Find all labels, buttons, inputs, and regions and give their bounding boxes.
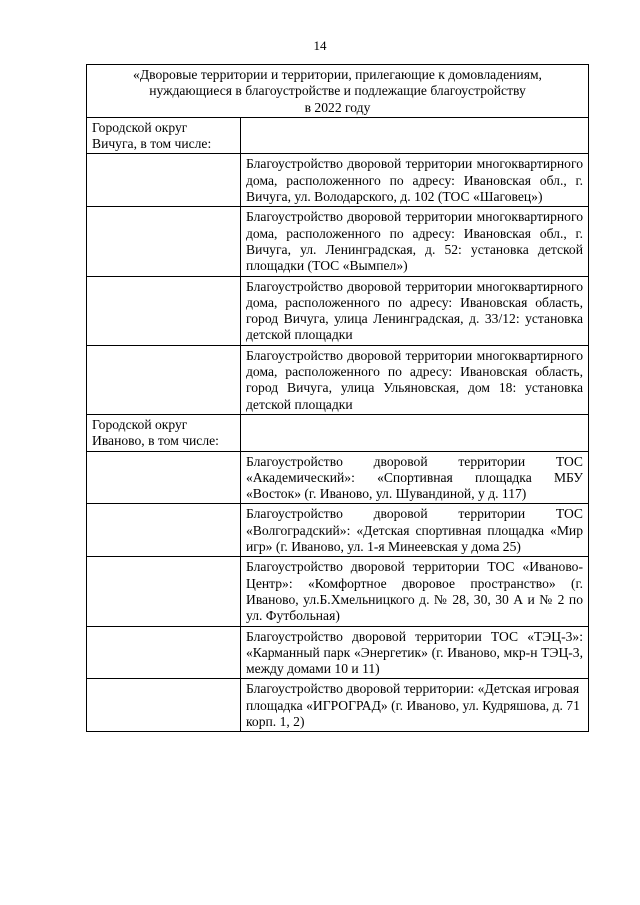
empty-cell (241, 117, 589, 154)
page-number: 14 (313, 38, 327, 53)
improvement-table (86, 64, 589, 732)
row-description: Благоустройство дворовой территории ТОС «Иваново-Центр»: «Комфортное дворовое пространство» (г. Иваново, ул.Б.Хмельницкого д. № 28, 30, 30 А и № 2 по ул. Футбольная) (241, 557, 589, 626)
empty-cell (87, 557, 241, 626)
table-header-row (87, 65, 589, 118)
empty-cell (87, 679, 241, 732)
table-row (87, 557, 589, 626)
region-label-line: Городской округ (92, 416, 188, 432)
empty-cell (87, 451, 241, 504)
table-header-line: в 2022 году (304, 99, 371, 115)
row-description: Благоустройство дворовой территории многоквартирного дома, расположенного по адресу: Ивановская обл., г. Вичуга, ул. Володарского, д. 102 (ТОС «Шаговец») (241, 154, 589, 207)
empty-cell (87, 276, 241, 345)
table-row (87, 504, 589, 557)
empty-cell (87, 207, 241, 276)
region-row-vichuga (87, 117, 589, 154)
region-row-ivanovo (87, 414, 589, 451)
row-description: Благоустройство дворовой территории ТОС «Волгоградский»: «Детская спортивная площадка «Мир игр» (г. Иваново, ул. 1-я Минеевская у дома 25) (241, 504, 589, 557)
table-header-line: «Дворовые территории и территории, прилегающие к домовладениям, (133, 67, 542, 82)
region-label-line: Иваново, в том числе: (92, 433, 219, 449)
row-description: Благоустройство дворовой территории: «Детская игровая площадка «ИГРОГРАД» (г. Иваново, ул. Кудряшова, д. 71 корп. 1, 2) (241, 679, 589, 732)
empty-cell (87, 154, 241, 207)
table-header-line: нуждающиеся в благоустройстве и подлежащие благоустройству (149, 83, 526, 99)
row-description: Благоустройство дворовой территории ТОС «ТЭЦ-3»: «Карманный парк «Энергетик» (г. Иваново, мкр-н ТЭЦ-3, между домами 10 и 11) (241, 626, 589, 679)
region-cell (87, 414, 241, 451)
table-row (87, 154, 589, 207)
region-label-line: Вичуга, в том числе: (92, 136, 212, 152)
table-row (87, 276, 589, 345)
table-row (87, 345, 589, 414)
region-cell (87, 117, 241, 154)
empty-cell (87, 626, 241, 679)
row-description: Благоустройство дворовой территории многоквартирного дома, расположенного по адресу: Ивановская обл., г. Вичуга, ул. Ленинградская, д. 52: установка детской площадки (ТОС «Вымпел») (241, 207, 589, 276)
empty-cell (87, 345, 241, 414)
table-row (87, 626, 589, 679)
table-header (87, 65, 589, 118)
table-row (87, 207, 589, 276)
table-row (87, 451, 589, 504)
empty-cell (87, 504, 241, 557)
table-row (87, 679, 589, 732)
region-label-line: Городской округ (92, 119, 188, 135)
empty-cell (241, 414, 589, 451)
row-description: Благоустройство дворовой территории ТОС «Академический»: «Спортивная площадка МБУ «Восток» (г. Иваново, ул. Шувандиной, у д. 117) (241, 451, 589, 504)
row-description: Благоустройство дворовой территории многоквартирного дома, расположенного по адресу: Ивановская область, город Вичуга, улица Ульяновская, дом 18: установка детской площадки (241, 345, 589, 414)
row-description: Благоустройство дворовой территории многоквартирного дома, расположенного по адресу: Ивановская область, город Вичуга, улица Ленинградская, д. 33/12: установка детской площадки (241, 276, 589, 345)
